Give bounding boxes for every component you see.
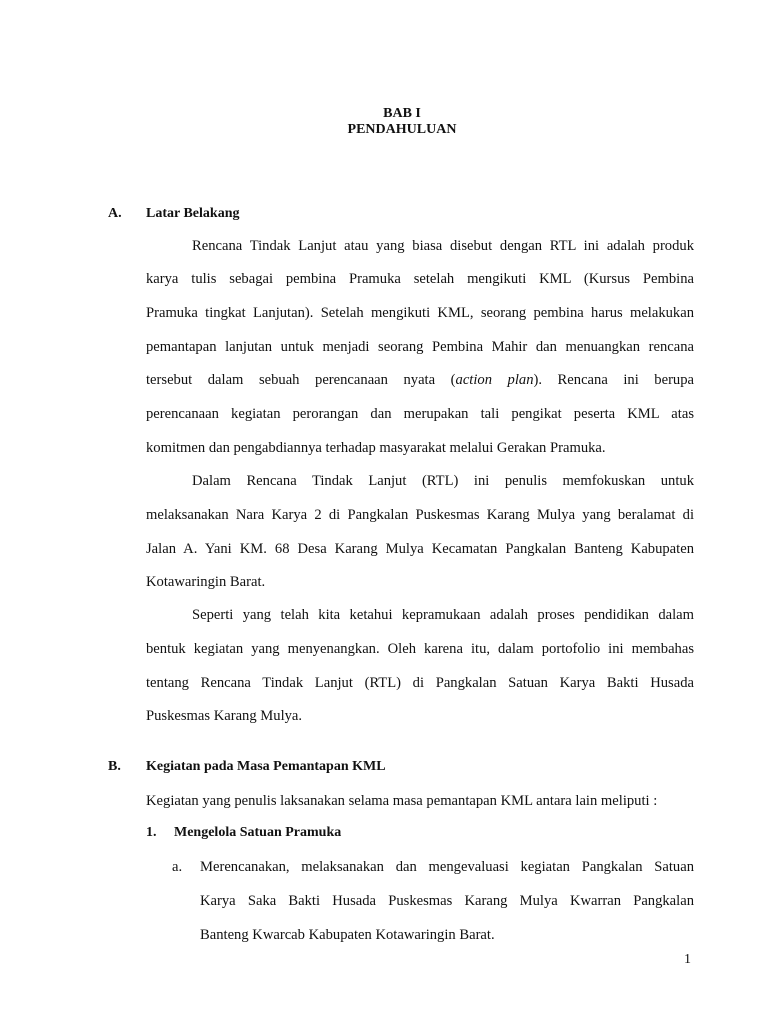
item-1-title: Mengelola Satuan Pramuka: [174, 825, 342, 840]
section-b-heading: [0, 759, 768, 775]
paragraph-1-line-6: perencanaan kegiatan perorangan dan merupakan tali pengikat peserta KML atas: [146, 406, 694, 422]
paragraph-1-line-5-before: tersebut dalam sebuah perencanaan nyata (: [146, 372, 456, 388]
sub-item-a-marker: a.: [172, 859, 183, 875]
paragraph-2-line-4: Kotawaringin Barat.: [146, 574, 266, 590]
paragraph-2-line-3: Jalan A. Yani KM. 68 Desa Karang Mulya Kecamatan Pangkalan Banteng Kabupaten: [146, 541, 694, 557]
sub-item-a-line-3: Banteng Kwarcab Kabupaten Kotawaringin Barat.: [200, 927, 495, 943]
paragraph-3-line-2: bentuk kegiatan yang menyenangkan. Oleh karena itu, dalam portofolio ini membahas: [146, 641, 694, 657]
section-b-letter: B.: [108, 759, 121, 774]
paragraph-2-line-2: melaksanakan Nara Karya 2 di Pangkalan Puskesmas Karang Mulya yang beralamat di: [146, 507, 694, 523]
action-plan-term: action plan: [455, 372, 534, 388]
paragraph-1-line-4: pemantapan lanjutan untuk menjadi seorang Pembina Mahir dan menuangkan rencana: [146, 339, 694, 355]
sub-item-a-line-2: Karya Saka Bakti Husada Puskesmas Karang Mulya Kwarran Pangkalan: [200, 893, 694, 909]
chapter-label: BAB I: [383, 106, 421, 121]
paragraph-3-line-3: tentang Rencana Tindak Lanjut (RTL) di Pangkalan Satuan Karya Bakti Husada: [146, 675, 694, 691]
paragraph-1-line-7: komitmen dan pengabdiannya terhadap masyarakat melalui Gerakan Pramuka.: [146, 440, 606, 456]
item-1-number: 1.: [146, 825, 157, 840]
sub-item-a-line-1: Merencanakan, melaksanakan dan mengevaluasi kegiatan Pangkalan Satuan: [200, 859, 694, 875]
section-a-letter: A.: [108, 206, 122, 221]
section-a-heading: [0, 206, 768, 222]
paragraph-3-line-4: Puskesmas Karang Mulya.: [146, 708, 303, 724]
paragraph-1-line-3: Pramuka tingkat Lanjutan). Setelah mengikuti KML, seorang pembina harus melakukan: [146, 305, 694, 321]
paragraph-1-line-2: karya tulis sebagai pembina Pramuka setelah mengikuti KML (Kursus Pembina: [146, 271, 694, 287]
paragraph-1-line-5: [146, 372, 694, 388]
paragraph-2-line-1: Dalam Rencana Tindak Lanjut (RTL) ini penulis memfokuskan untuk: [192, 473, 694, 489]
section-b-intro: Kegiatan yang penulis laksanakan selama masa pemantapan KML antara lain meliputi :: [146, 793, 658, 809]
page-number: 1: [684, 952, 691, 967]
paragraph-1-line-5-after: ). Rencana ini berupa: [533, 372, 695, 388]
chapter-title: PENDAHULUAN: [347, 122, 457, 137]
paragraph-3-line-1: Seperti yang telah kita ketahui kepramukaan adalah proses pendidikan dalam: [192, 607, 694, 623]
paragraph-1-line-1: Rencana Tindak Lanjut atau yang biasa disebut dengan RTL ini adalah produk: [192, 238, 694, 254]
section-b-title: Kegiatan pada Masa Pemantapan KML: [146, 759, 386, 774]
section-a-title: Latar Belakang: [146, 206, 240, 221]
